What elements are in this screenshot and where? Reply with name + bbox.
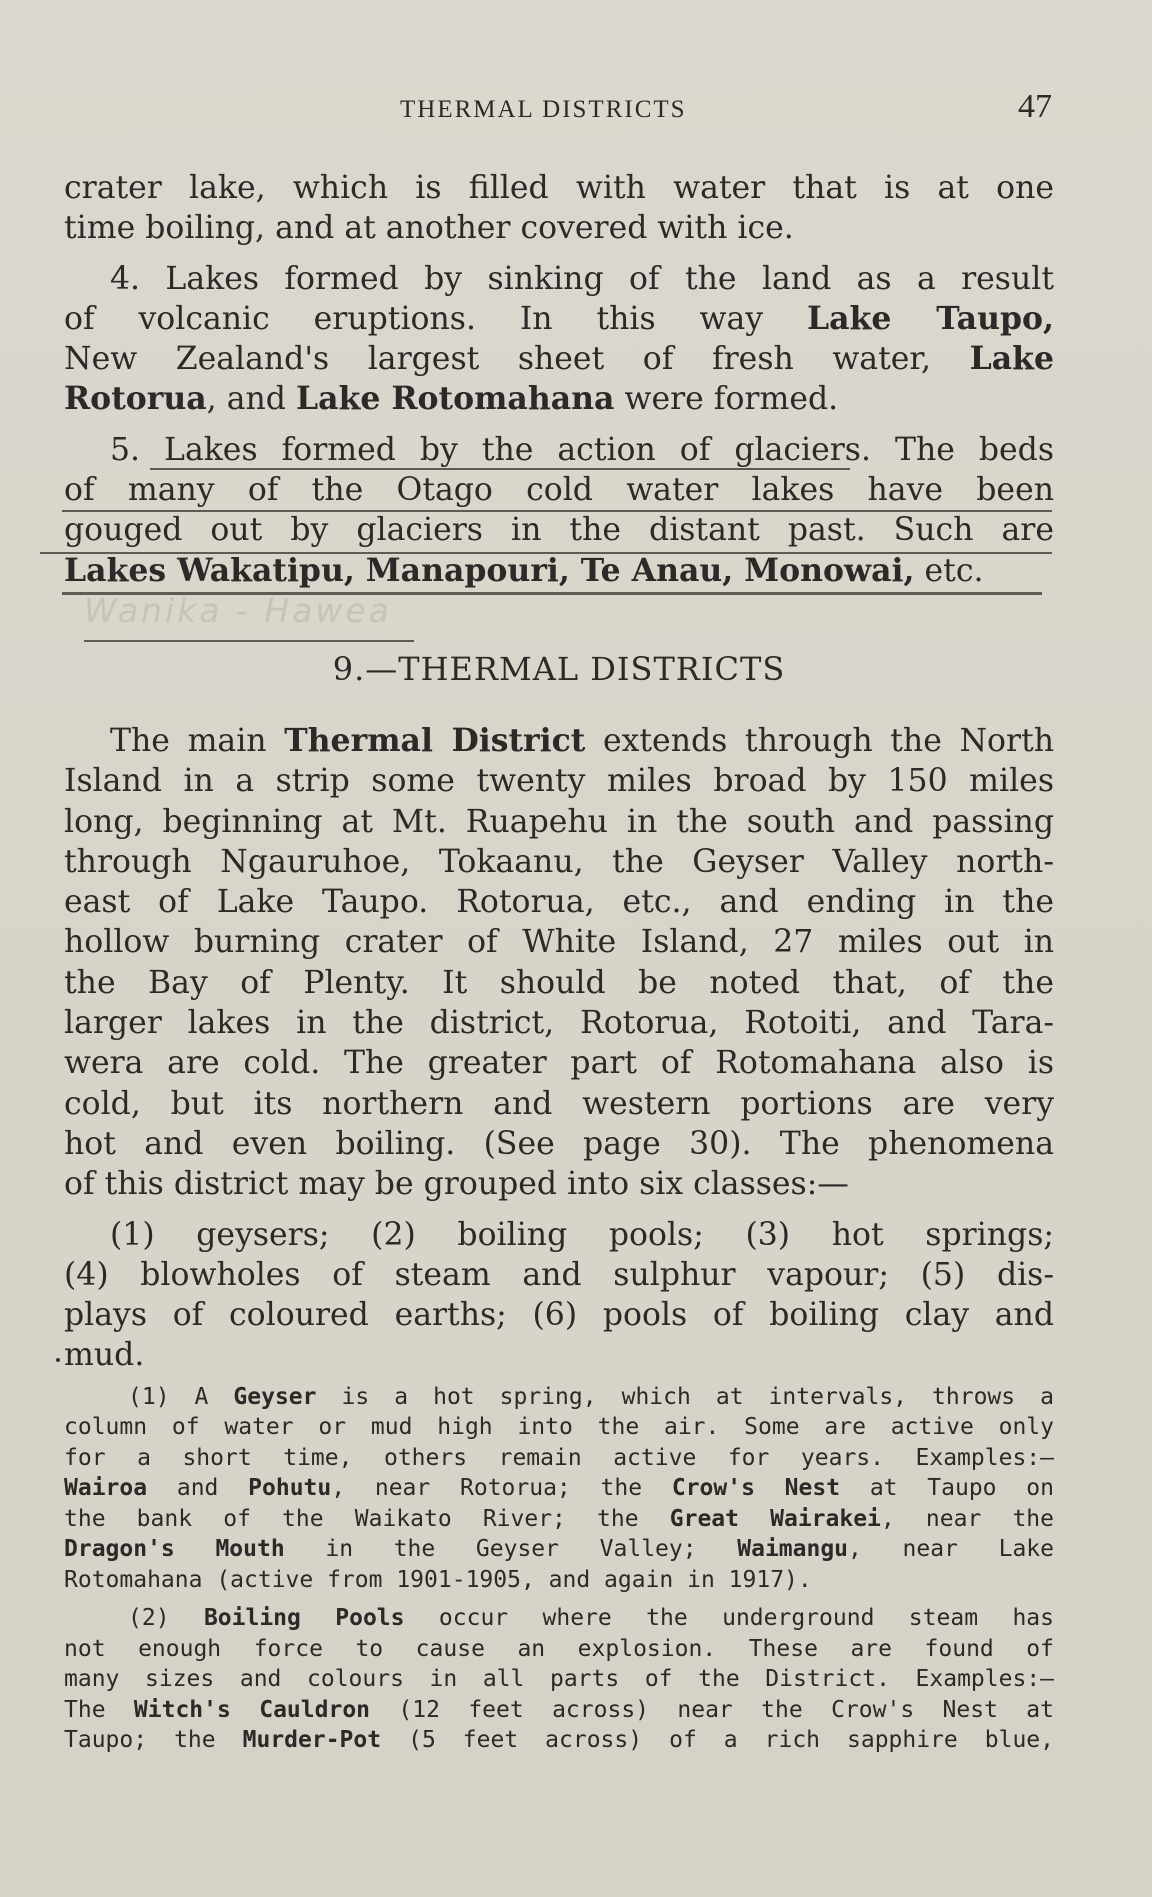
bold-term: Geyser bbox=[233, 1383, 317, 1410]
text-line: long, beginning at Mt. Ruapehu in the south and passing bbox=[64, 803, 1054, 840]
text-line: (1) geysers; (2) boiling pools; (3) hot springs; bbox=[110, 1216, 1054, 1253]
text-line: column of water or mud high into the air. Some are active only bbox=[64, 1414, 1054, 1441]
text-span: (5 feet across) of a rich sapphire blue, bbox=[381, 1727, 1054, 1754]
bold-term: Rotorua bbox=[64, 380, 207, 418]
text-line: the Bay of Plenty. It should be noted that, of the bbox=[64, 964, 1054, 1001]
margin-dot bbox=[56, 1358, 60, 1362]
bold-term: Pohutu bbox=[248, 1475, 332, 1502]
text-line: many sizes and colours in all parts of the District. Examples:— bbox=[64, 1666, 1054, 1693]
text-line: of many of the Otago cold water lakes have been bbox=[64, 472, 1054, 509]
spacer bbox=[64, 420, 1054, 430]
text-span: (12 feet across) near the Crow's Nest at bbox=[370, 1696, 1054, 1723]
text-line: 4. Lakes formed by sinking of the land as a result bbox=[110, 260, 1054, 297]
text-line: time boiling, and at another covered with ice. bbox=[64, 210, 794, 247]
text-span: etc. bbox=[914, 552, 984, 589]
bold-term: Waimangu bbox=[737, 1536, 849, 1563]
text-span: , and bbox=[206, 381, 296, 418]
text-span: and bbox=[147, 1475, 249, 1502]
text-line: cold, but its northern and western portions are very bbox=[64, 1085, 1054, 1122]
text-line bbox=[64, 299, 1054, 339]
text-span: the bank of the Waikato River; the bbox=[64, 1505, 670, 1532]
bold-term: Crow's Nest bbox=[671, 1475, 841, 1502]
bold-term: Lake Taupo, bbox=[806, 299, 1054, 337]
text-span: Taupo; the bbox=[64, 1727, 243, 1754]
text-span: (2) bbox=[128, 1605, 204, 1632]
text-line: crater lake, which is filled with water that is at one bbox=[64, 170, 1054, 206]
list-item-4 bbox=[64, 259, 1054, 420]
text-span: (1) A bbox=[128, 1383, 234, 1410]
text-line bbox=[64, 1603, 1054, 1634]
text-line: Island in a strip some twenty miles broad by 150 miles bbox=[64, 763, 1054, 800]
text-line: 5. Lakes formed by the action of glaciers. The beds bbox=[110, 431, 1054, 468]
text-line bbox=[64, 1473, 1054, 1504]
paragraph-top bbox=[64, 168, 1054, 249]
text-line: (4) blowholes of steam and sulphur vapour; (5) dis- bbox=[64, 1256, 1054, 1293]
spacer bbox=[64, 1595, 1054, 1603]
text-line: hot and even boiling. (See page 30). The phenomena bbox=[64, 1125, 1054, 1162]
text-span: extends through the North bbox=[585, 722, 1054, 759]
text-line: mud. bbox=[64, 1337, 145, 1374]
bold-term: Great Wairakei bbox=[669, 1505, 881, 1532]
text-line: hollow burning crater of White Island, 27 miles out in bbox=[64, 924, 1054, 961]
bold-term: Lake Rotomahana bbox=[295, 380, 615, 418]
text-line: not enough force to cause an explosion. These are found of bbox=[64, 1635, 1054, 1662]
text-line: Rotomahana (active from 1901-1905, and again in 1917). bbox=[64, 1566, 812, 1593]
text-span: occur where the underground steam has bbox=[404, 1605, 1054, 1632]
handwritten-note: Wanika - Hawea bbox=[84, 590, 392, 630]
page-body bbox=[64, 168, 1054, 1756]
text-line bbox=[64, 1382, 1054, 1413]
spacer bbox=[64, 1205, 1054, 1215]
page-header bbox=[0, 88, 1152, 132]
spacer bbox=[64, 249, 1054, 259]
text-span: is a hot spring, which at intervals, throws a bbox=[316, 1383, 1054, 1410]
bold-term: Murder-Pot bbox=[242, 1727, 382, 1754]
list-item-5 bbox=[64, 430, 1054, 591]
text-span: New Zealand's largest sheet of fresh water, bbox=[64, 341, 970, 378]
text-line bbox=[64, 721, 1054, 761]
text-line: gouged out by glaciers in the distant past. Such are bbox=[64, 512, 1054, 549]
text-line: of this district may be grouped into six classes:— bbox=[64, 1166, 849, 1203]
text-line: east of Lake Taupo. Rotorua, etc., and ending in the bbox=[64, 884, 1054, 921]
bold-term: Boiling Pools bbox=[203, 1605, 405, 1632]
text-line bbox=[64, 1695, 1054, 1726]
page-number: 47 bbox=[1018, 88, 1052, 125]
bold-term: Lakes Wakatipu, Manapouri, Te Anau, Monowai, bbox=[64, 551, 915, 589]
text-line bbox=[64, 339, 1054, 379]
note-geyser bbox=[64, 1382, 1054, 1596]
bold-term: Lake bbox=[969, 340, 1054, 378]
note-boiling-pools bbox=[64, 1603, 1054, 1756]
bold-term: Wairoa bbox=[64, 1475, 148, 1502]
text-line: wera are cold. The greater part of Rotomahana also is bbox=[64, 1045, 1054, 1082]
text-line: through Ngauruhoe, Tokaanu, the Geyser Valley north- bbox=[64, 843, 1054, 880]
running-head: THERMAL DISTRICTS bbox=[400, 96, 687, 123]
text-line: larger lakes in the district, Rotorua, Rotoiti, and Tara- bbox=[64, 1005, 1054, 1042]
text-line bbox=[64, 551, 1054, 591]
text-span: at Taupo on bbox=[840, 1475, 1054, 1502]
thermal-paragraph bbox=[64, 721, 1054, 1205]
classes-paragraph bbox=[64, 1215, 1054, 1376]
bold-term: Dragon's Mouth bbox=[64, 1536, 285, 1563]
text-line bbox=[64, 1504, 1054, 1535]
section-heading: 9.—THERMAL DISTRICTS bbox=[332, 649, 786, 688]
text-span: , near Lake bbox=[848, 1536, 1054, 1563]
text-span: The bbox=[64, 1696, 134, 1723]
text-span: The main bbox=[110, 722, 285, 759]
text-span: , near Rotorua; the bbox=[331, 1475, 672, 1502]
text-span: , near the bbox=[880, 1505, 1054, 1532]
text-line bbox=[64, 1534, 1054, 1565]
bold-term: Thermal District bbox=[284, 721, 586, 759]
text-span: were formed. bbox=[614, 381, 839, 418]
text-line: for a short time, others remain active for years. Examples:— bbox=[64, 1444, 1054, 1471]
bold-term: Witch's Cauldron bbox=[133, 1696, 371, 1723]
text-span: of volcanic eruptions. In this way bbox=[64, 300, 807, 337]
text-span: in the Geyser Valley; bbox=[284, 1536, 738, 1563]
text-line: plays of coloured earths; (6) pools of boiling clay and bbox=[64, 1297, 1054, 1334]
text-line bbox=[64, 1725, 1054, 1756]
text-line bbox=[64, 379, 1054, 419]
